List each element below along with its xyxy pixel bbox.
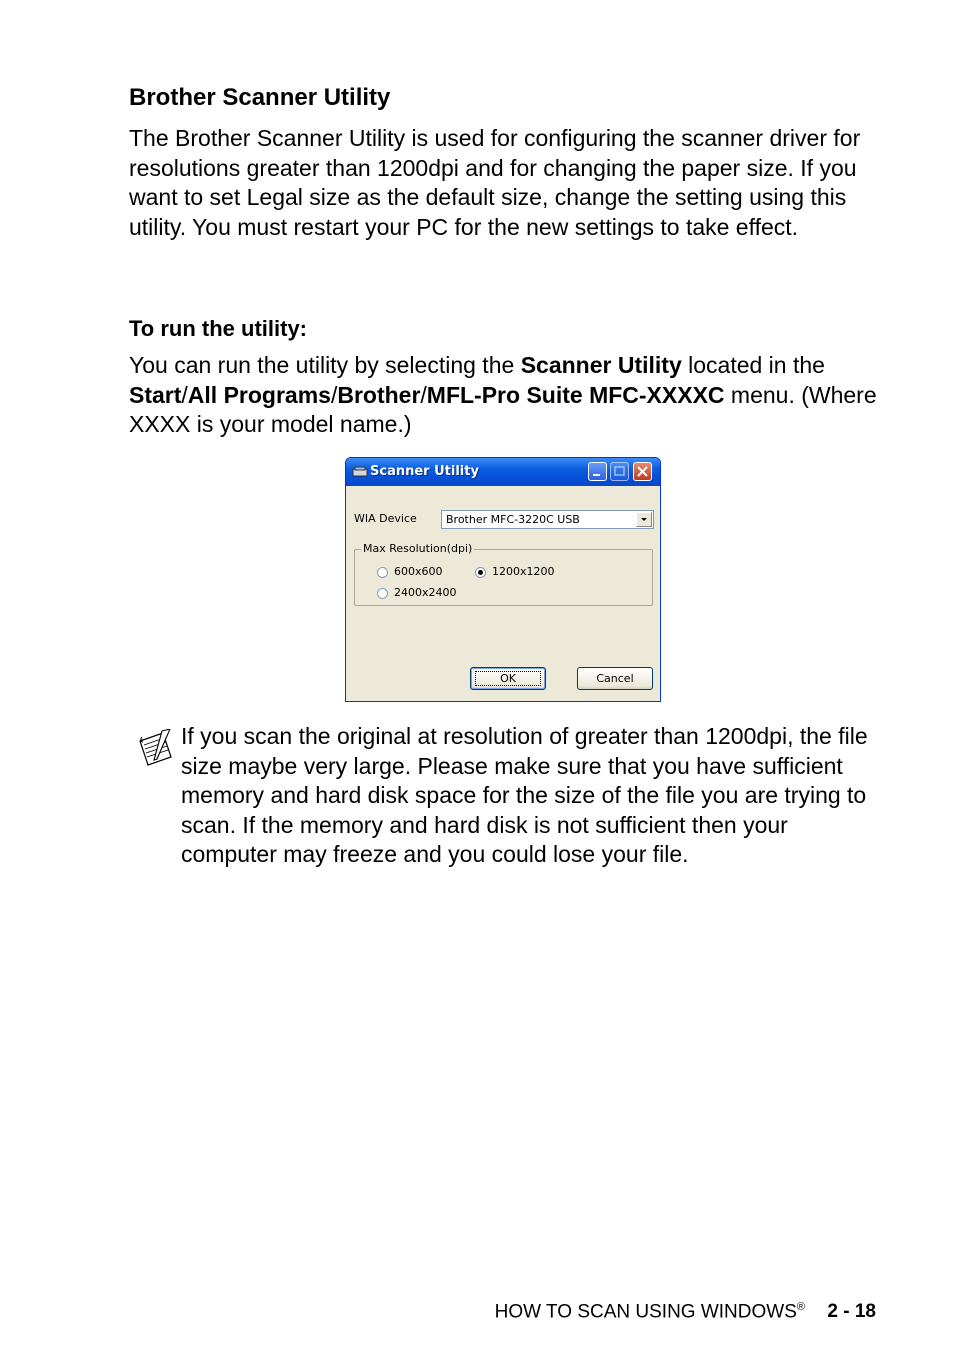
close-icon (634, 463, 651, 480)
cancel-button[interactable]: Cancel (577, 667, 653, 690)
wia-device-select[interactable] (441, 510, 654, 529)
dialog-titlebar[interactable] (346, 458, 660, 486)
radio-600x600[interactable] (377, 567, 388, 578)
maximize-button[interactable] (610, 462, 629, 481)
subheading: To run the utility: (129, 316, 308, 341)
radio-600x600-label: 600x600 (394, 565, 443, 578)
radio-selected-dot (478, 570, 483, 575)
note-paragraph: If you scan the original at resolution of greater than 1200dpi, the file size maybe very large. Please make sure that you have sufficient memory and hard disk space for the size of the file you are trying to scan. If the memory and hard disk is not sufficient then your computer may freeze and you could lose your file. (181, 723, 868, 868)
chevron-down-icon (637, 513, 651, 526)
radio-2400x2400[interactable] (377, 588, 388, 599)
dialog-title: Scanner Utility (370, 464, 479, 479)
max-resolution-label: Max Resolution(dpi) (363, 542, 473, 555)
note-icon (137, 729, 175, 771)
radio-2400x2400-label: 2400x2400 (394, 586, 457, 599)
focus-rect (475, 671, 541, 686)
radio-1200x1200[interactable] (475, 567, 486, 578)
page-number: 2 - 18 (827, 1301, 876, 1322)
run-paragraph: You can run the utility by selecting the Scanner Utility located in the Start/All Programs/Brother/MFL-Pro Suite MFC-XXXXC menu. (Where XXXX is your model name.) (129, 352, 877, 438)
close-button[interactable] (633, 462, 652, 481)
maximize-icon (611, 463, 628, 480)
minimize-button[interactable] (588, 462, 607, 481)
ok-button[interactable]: OK (470, 667, 546, 690)
scanner-icon (352, 465, 368, 479)
wia-device-label: WIA Device (354, 512, 417, 525)
intro-paragraph: The Brother Scanner Utility is used for configuring the scanner driver for resolutions greater than 1200dpi and for changing the paper size. If you want to set Legal size as the default size, change the setting using this utility. You must restart your PC for the new settings to take effect. (129, 125, 861, 240)
radio-1200x1200-label: 1200x1200 (492, 565, 555, 578)
section-heading: Brother Scanner Utility (129, 84, 391, 111)
scanner-utility-dialog (345, 457, 661, 702)
minimize-icon (589, 463, 606, 480)
dropdown-button[interactable] (636, 512, 652, 527)
wia-device-value: Brother MFC-3220C USB (446, 513, 580, 526)
footer-section: HOW TO SCAN USING WINDOWS® (494, 1301, 805, 1323)
